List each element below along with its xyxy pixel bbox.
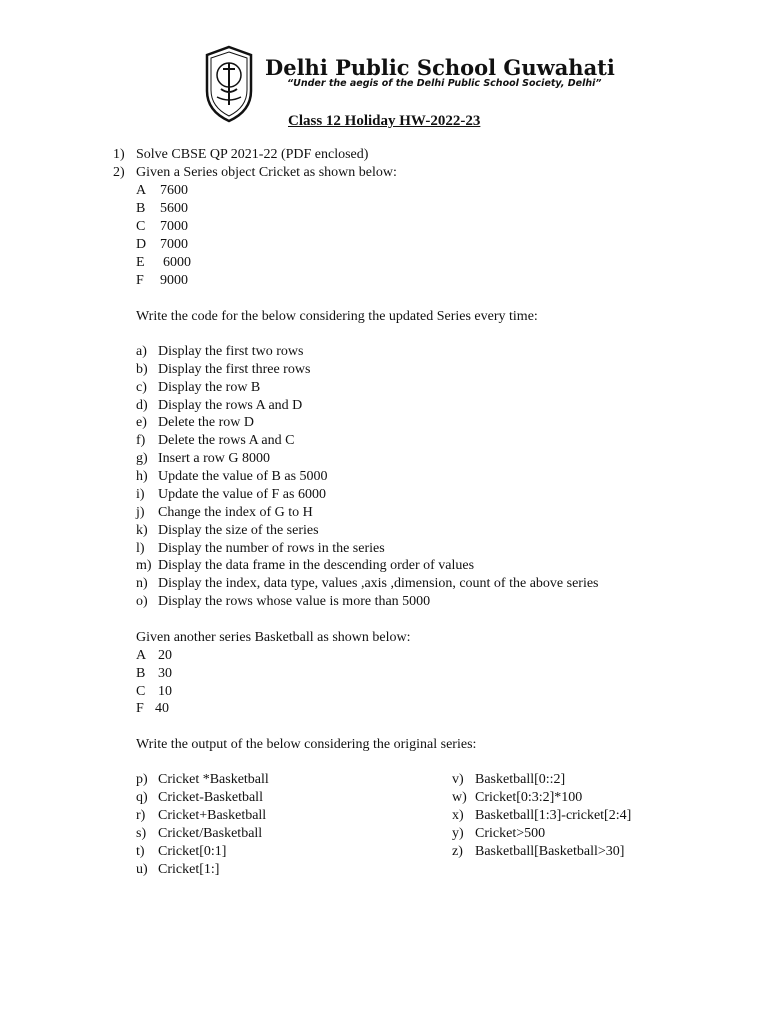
series-index: C: [136, 219, 146, 234]
series-value: 40: [155, 701, 169, 716]
question-text: Solve CBSE QP 2021-22 (PDF enclosed): [136, 147, 369, 162]
task-label: g): [136, 451, 148, 466]
series-value: 7600: [160, 183, 188, 198]
series-index: F: [136, 273, 144, 288]
task-text: Cricket[0:3:2]*100: [475, 790, 583, 805]
task-label: s): [136, 826, 147, 841]
task-label: o): [136, 594, 148, 609]
task-label: x): [452, 808, 464, 823]
instruction-code: Write the code for the below considering the updated Series every time:: [136, 309, 538, 324]
task-text: Display the rows A and D: [158, 398, 303, 413]
basketball-intro: Given another series Basketball as shown below:: [136, 630, 411, 645]
task-label: j): [136, 505, 145, 520]
task-label: e): [136, 415, 147, 430]
task-label: v): [452, 772, 464, 787]
series-value: 30: [158, 666, 172, 681]
task-label: q): [136, 790, 148, 805]
question-text: Given a Series object Cricket as shown below:: [136, 165, 397, 180]
series-index: D: [136, 237, 147, 252]
task-text: Cricket+Basketball: [158, 808, 267, 823]
task-text: Basketball[0::2]: [475, 772, 566, 787]
task-label: p): [136, 772, 148, 787]
task-text: Delete the row D: [158, 415, 255, 430]
series-value: 7000: [160, 219, 188, 234]
task-label: d): [136, 398, 148, 413]
task-text: Cricket-Basketball: [158, 790, 263, 805]
task-text: Delete the rows A and C: [158, 433, 295, 448]
task-label: m): [136, 558, 152, 573]
task-text: Display the rows whose value is more than 5000: [158, 594, 431, 609]
task-label: z): [452, 844, 463, 859]
task-label: l): [136, 541, 145, 556]
task-text: Cricket[0:1]: [158, 844, 227, 859]
series-index: C: [136, 684, 146, 699]
school-name: Delhi Public School Guwahati: [265, 55, 615, 80]
task-label: b): [136, 362, 148, 377]
task-text: Display the number of rows in the series: [158, 541, 385, 556]
task-text: Display the first three rows: [158, 362, 311, 377]
instruction-output: Write the output of the below considering the original series:: [136, 737, 477, 752]
task-text: Basketball[1:3]-cricket[2:4]: [475, 808, 632, 823]
series-index: B: [136, 201, 146, 216]
series-value: 10: [158, 684, 172, 699]
question-number: 2): [113, 165, 125, 180]
series-index: A: [136, 648, 147, 663]
task-label: a): [136, 344, 147, 359]
task-text: Cricket *Basketball: [158, 772, 269, 787]
task-text: Cricket[1:]: [158, 862, 220, 877]
task-label: f): [136, 433, 146, 448]
task-text: Update the value of B as 5000: [158, 469, 328, 484]
series-value: 20: [158, 648, 172, 663]
question-number: 1): [113, 147, 125, 162]
series-index: F: [136, 701, 144, 716]
series-index: A: [136, 183, 147, 198]
page-title: Class 12 Holiday HW-2022-23: [288, 113, 481, 129]
task-text: Display the first two rows: [158, 344, 304, 359]
task-label: y): [452, 826, 464, 841]
task-label: w): [452, 790, 467, 805]
task-label: h): [136, 469, 148, 484]
series-value: 6000: [163, 255, 191, 270]
school-tagline: “Under the aegis of the Delhi Public School Society, Delhi”: [287, 78, 602, 89]
series-index: E: [136, 255, 145, 270]
series-value: 9000: [160, 273, 188, 288]
task-text: Display the index, data type, values ,axis ,dimension, count of the above series: [158, 576, 599, 591]
task-label: n): [136, 576, 148, 591]
task-text: Display the size of the series: [158, 523, 319, 538]
task-label: k): [136, 523, 148, 538]
task-label: c): [136, 380, 147, 395]
series-value: 5600: [160, 201, 188, 216]
task-text: Insert a row G 8000: [158, 451, 270, 466]
task-text: Change the index of G to H: [158, 505, 313, 520]
task-label: t): [136, 844, 145, 859]
task-label: r): [136, 808, 146, 823]
series-value: 7000: [160, 237, 188, 252]
task-text: Basketball[Basketball>30]: [475, 844, 625, 859]
task-text: Cricket/Basketball: [158, 826, 263, 841]
task-label: i): [136, 487, 145, 502]
task-label: u): [136, 862, 148, 877]
task-text: Display the row B: [158, 380, 261, 395]
task-text: Update the value of F as 6000: [158, 487, 326, 502]
school-crest-logo: [203, 45, 255, 123]
task-text: Display the data frame in the descending order of values: [158, 558, 475, 573]
task-text: Cricket>500: [475, 826, 546, 841]
series-index: B: [136, 666, 146, 681]
